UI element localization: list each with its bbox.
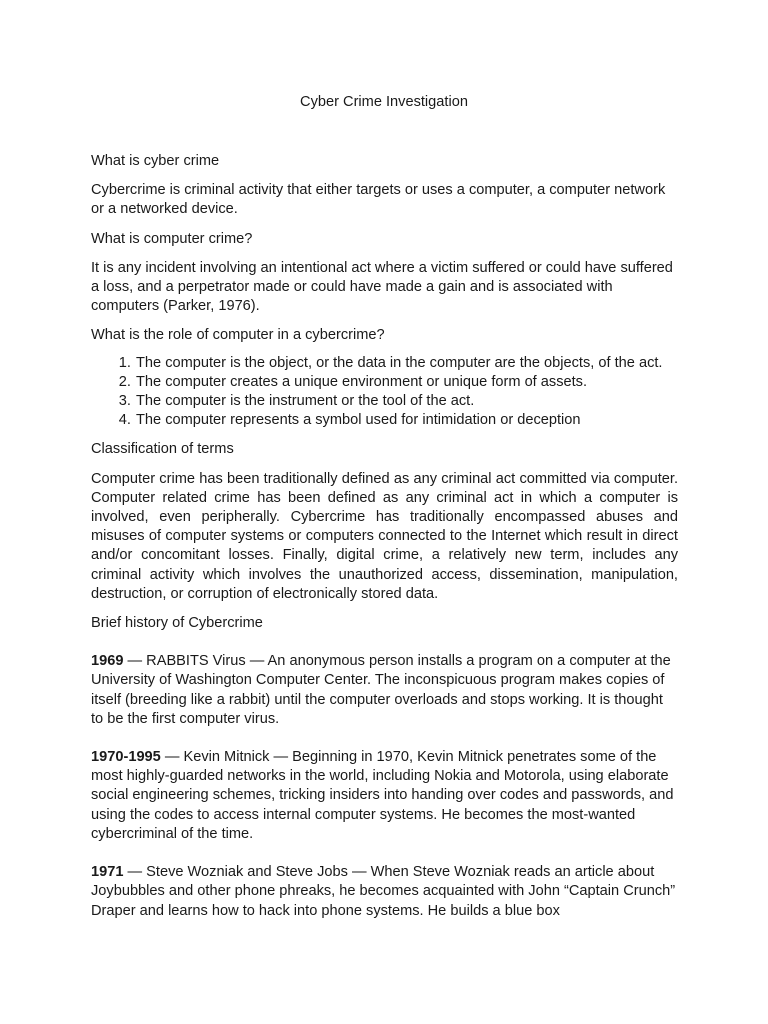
document-body (91, 152, 678, 931)
question-cyber-crime: What is cyber crime (91, 153, 220, 169)
answer-cyber-crime: Cybercrime is criminal activity that either targets or uses a computer, a computer network or a networked device. (91, 182, 666, 218)
history-entry (91, 652, 678, 729)
history-year: 1970-1995 (91, 749, 161, 766)
history-entry (91, 863, 678, 921)
heading-classification: Classification of terms (91, 441, 234, 458)
list-item: 3. The computer is the instrument or the tool of the act. (135, 392, 678, 411)
history-text: — Kevin Mitnick — Beginning in 1970, Kevin Mitnick penetrates some of the most highly-guarded networks in the world, including Nokia and Motorola, using elaborate social engineering schemes, tricking insiders into handing over codes and passwords, and using the codes to access internal computer systems. He becomes the most-wanted cybercriminal of the time. (91, 749, 674, 842)
history-text: — RABBITS Virus — An anonymous person installs a program on a computer at the University of Washington Computer Center. The inconspicuous program makes copies of itself (breeding like a rabbit) until the computer overloads and stops working. It is thought to be the first computer virus. (91, 653, 671, 727)
history-year: 1969 (91, 653, 124, 670)
heading-history: Brief history of Cybercrime (91, 615, 263, 632)
list-item: 4. The computer represents a symbol used for intimidation or deception (135, 411, 678, 430)
history-year: 1971 (91, 864, 124, 881)
list-item: 2. The computer creates a unique environment or unique form of assets. (135, 373, 678, 392)
history-text: — Steve Wozniak and Steve Jobs — When Steve Wozniak reads an article about Joybubbles and other phone phreaks, he becomes acquainted with John “Captain Crunch” Draper and learns how to hack into phone systems. He builds a blue box (91, 864, 676, 919)
history-entry (91, 748, 678, 844)
document-title: Cyber Crime Investigation (300, 94, 468, 110)
question-computer-crime: What is computer crime? (91, 230, 253, 247)
answer-computer-crime: It is any incident involving an intentional act where a victim suffered or could have suffered a loss, and a perpetrator made or could have made a gain and is associated with computers (Parker, 1976). (91, 259, 673, 315)
role-list (91, 354, 678, 431)
classification-paragraph: Computer crime has been traditionally defined as any criminal act committed via computer. Computer related crime has been defined as any criminal act in which a computer is involved, even peripherally. Cybercrime has traditionally encompassed abuses and misuses of computer systems or computers connected to the Internet which result in direct and/or concomitant losses. Finally, digital crime, a relatively new term, includes any criminal activity which involves the unauthorized access, dissemination, manipulation, destruction, or corruption of electronically stored data. (91, 470, 678, 602)
question-role: What is the role of computer in a cybercrime? (91, 327, 385, 344)
list-item: 1. The computer is the object, or the data in the computer are the objects, of the act. (135, 354, 678, 373)
